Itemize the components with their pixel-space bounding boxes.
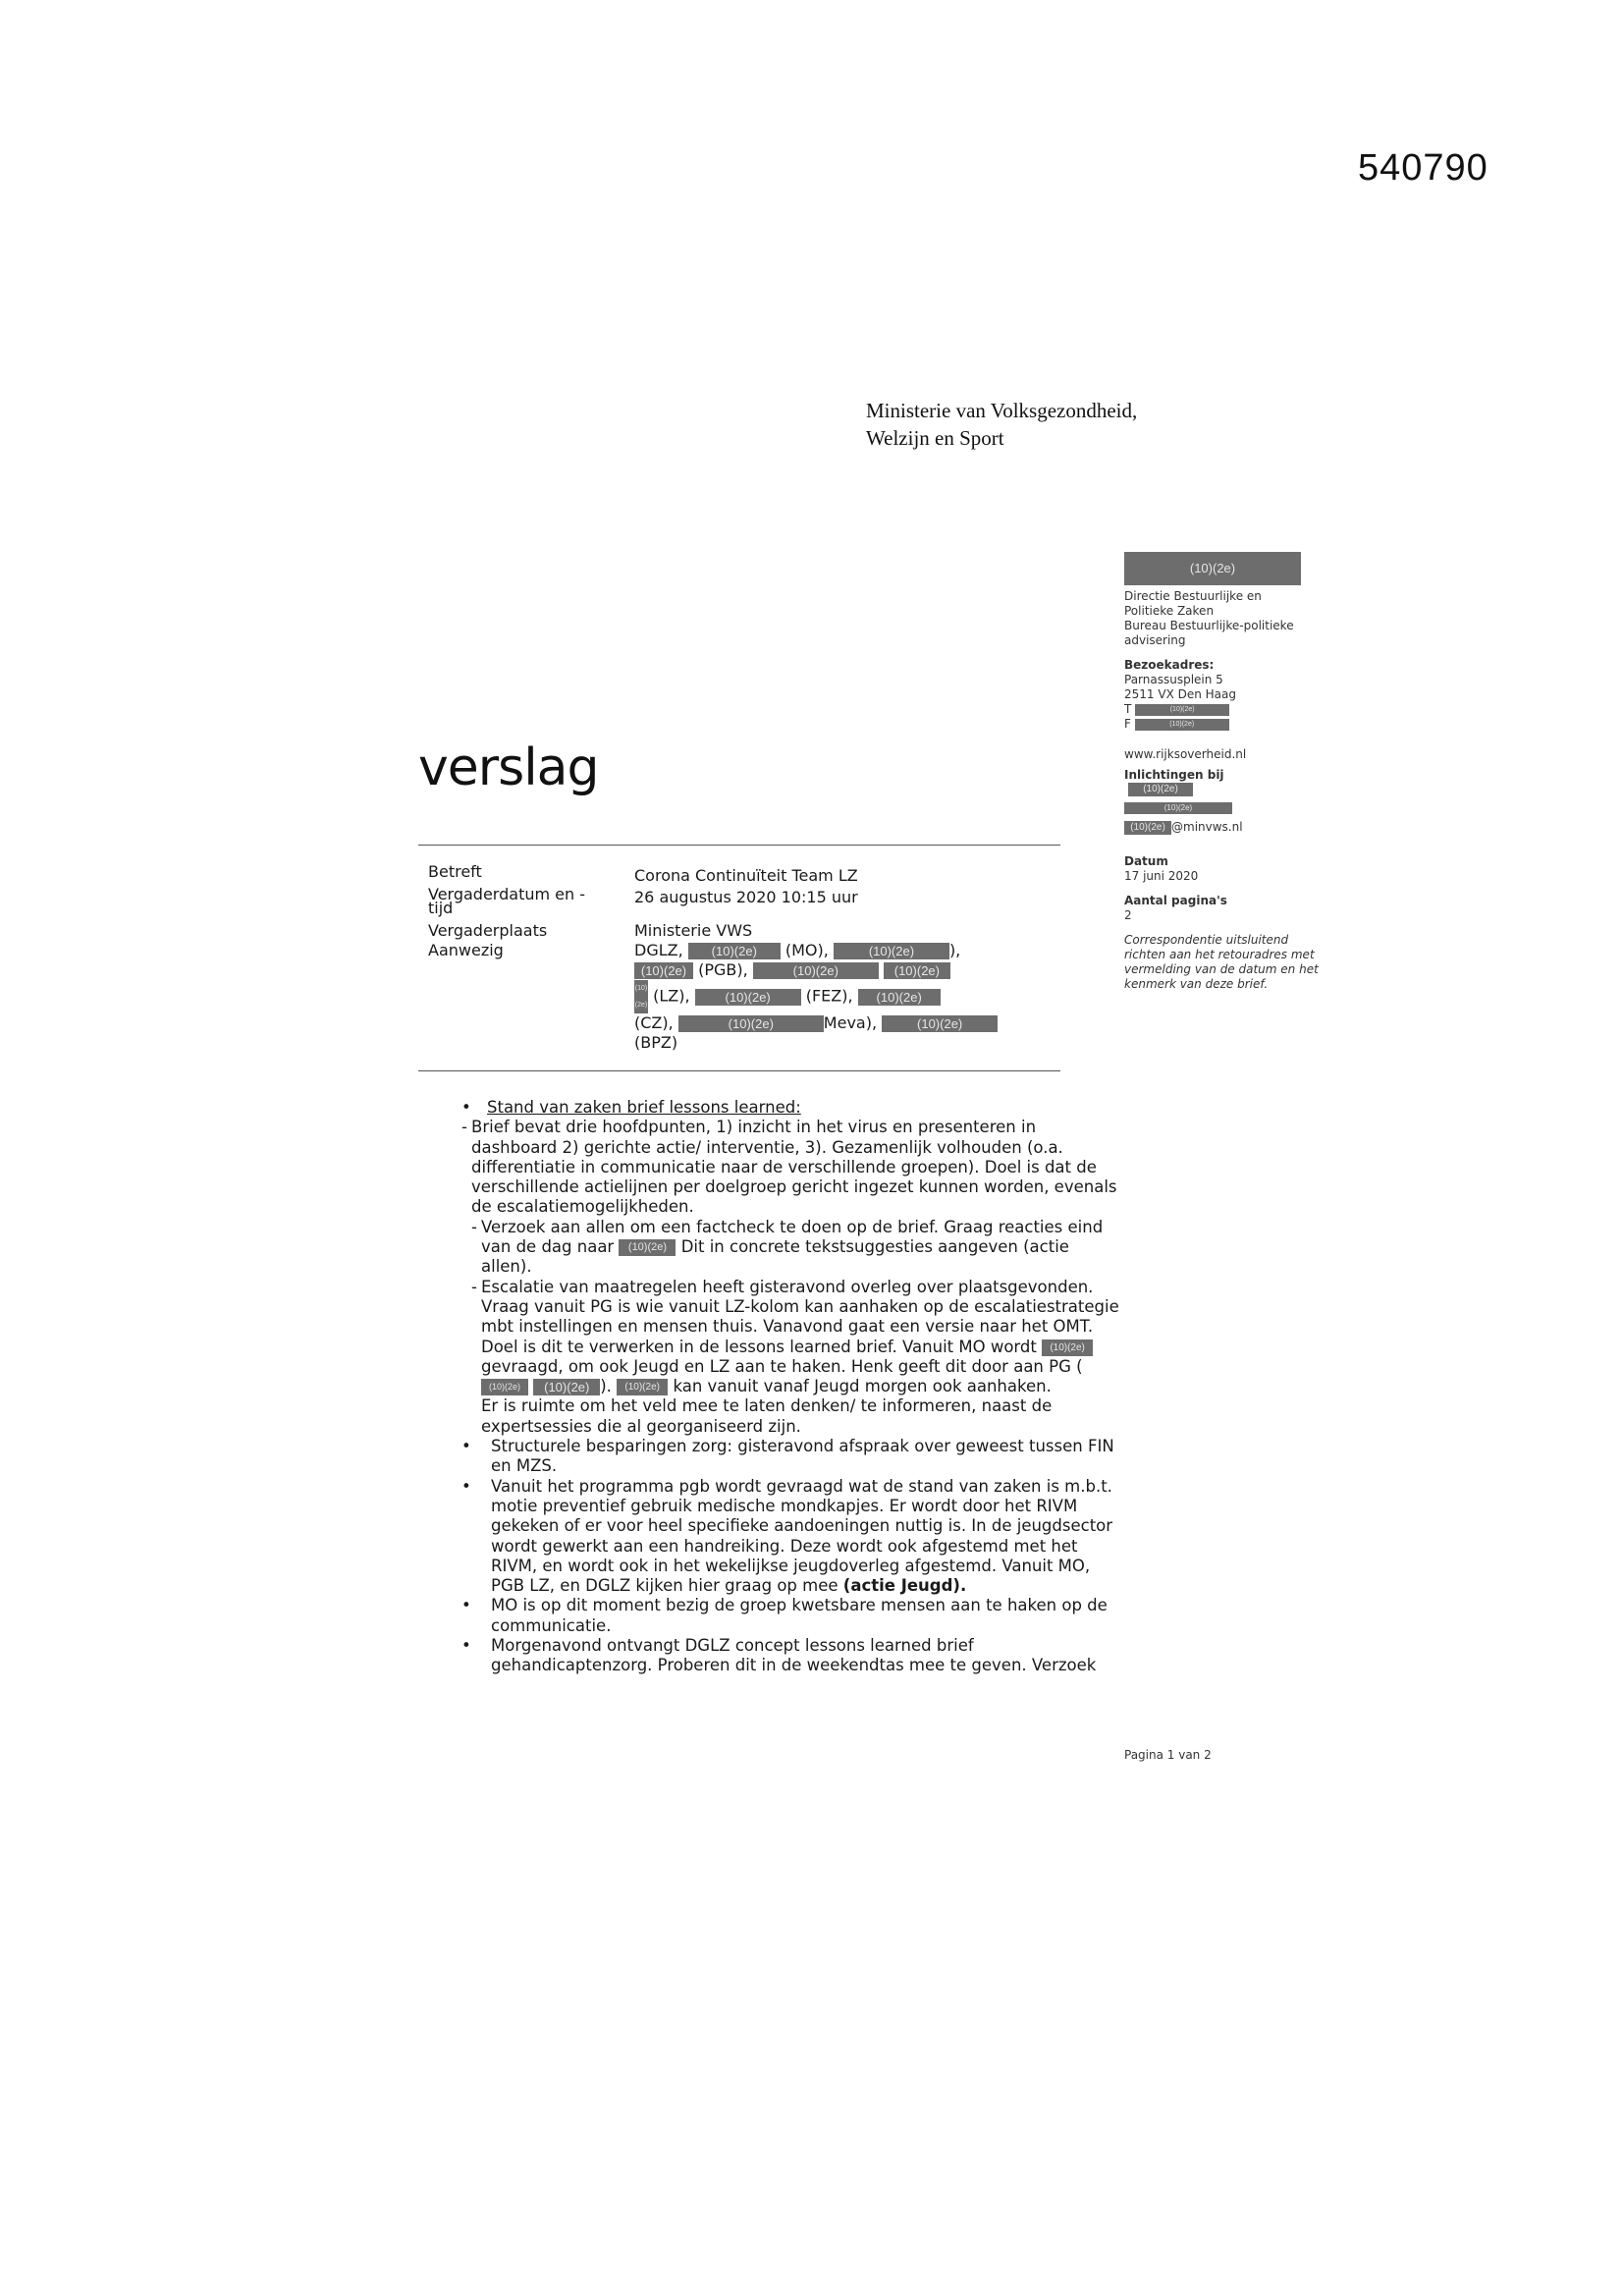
sidebar: [1124, 552, 1321, 992]
meta-label: Aanwezig: [428, 941, 504, 959]
present-text: (CZ),: [634, 1013, 674, 1032]
sub-item: [452, 1278, 1119, 1437]
present-text: (PGB),: [698, 960, 748, 979]
present-text: (FEZ),: [805, 986, 853, 1006]
redaction: (10)(2e): [634, 962, 693, 979]
phone-line: [1124, 702, 1321, 717]
fax-line: [1124, 717, 1321, 732]
present-text: (BPZ): [634, 1033, 678, 1052]
org-line-2: Politieke Zaken: [1124, 604, 1215, 618]
redaction: (10)(2e): [619, 1239, 676, 1256]
meta-divider: [418, 1070, 1060, 1071]
email-line: [1124, 820, 1321, 835]
minutes-body: [452, 1098, 1119, 1676]
header-divider: [418, 845, 1060, 846]
redaction-phone: (10)(2e): [1135, 704, 1229, 716]
redaction-fax: (10)(2e): [1135, 719, 1229, 731]
sub-item-text: Verzoek aan allen om een factcheck te doen op de brief. Graag reacties eind van de dag naar: [481, 1217, 1104, 1257]
phone-prefix: T: [1124, 702, 1132, 716]
org-line-3: Bureau Bestuurlijke-politieke: [1124, 619, 1294, 632]
meta-row-date: [428, 885, 1056, 921]
email-suffix: @minvws.nl: [1171, 820, 1243, 834]
redaction: (10)(2e): [858, 989, 941, 1006]
action-label: (actie Jeugd).: [842, 1576, 967, 1596]
meta-value: 26 augustus 2020 10:15 uur: [634, 888, 858, 906]
sub-item-text: Escalatie van maatregelen heeft gisteravond overleg over plaatsgevonden. Vraag vanuit PG is wie vanuit LZ-kolom kan aanhaken op de escalatiestrategie mbt instellingen en mensen thuis. Vanavond gaat een versie naar het OMT. Doel is dit te verwerken in de lessons learned brief. Vanuit MO wordt: [481, 1277, 1119, 1356]
redaction: (10)(2e): [678, 1015, 824, 1032]
meta-row-location: [428, 921, 1056, 941]
visit-address-heading: Bezoekadres:: [1124, 658, 1215, 672]
redaction: (10)(2e): [1042, 1339, 1093, 1356]
meta-value: Corona Continuïteit Team LZ: [634, 866, 858, 885]
ministry-line-1: Ministerie van Volksgezondheid,: [866, 399, 1138, 422]
meta-label: Vergaderdatum en - tijd: [428, 885, 585, 917]
redaction: (10)(2e): [695, 989, 801, 1006]
redaction: (10)(2e): [834, 943, 949, 959]
present-text: (MO),: [784, 941, 829, 959]
redaction-contact-2: (10)(2e): [1124, 802, 1232, 814]
meta-row-present: [428, 941, 1056, 1053]
date-heading: Datum: [1124, 854, 1168, 868]
ministry-line-2: Welzijn en Sport: [866, 426, 1004, 450]
address-line-2: 2511 VX Den Haag: [1124, 687, 1236, 701]
meta-label: Betreft: [428, 862, 482, 881]
present-text: (LZ),: [653, 986, 690, 1006]
sub-item-text: ).: [600, 1377, 612, 1396]
info-heading: Inlichtingen bij: [1124, 768, 1224, 782]
redaction: (10)(2e): [884, 962, 950, 979]
address-line-1: Parnassusplein 5: [1124, 673, 1223, 686]
present-text: DGLZ,: [634, 941, 683, 959]
agenda-item-title: Stand van zaken brief lessons learned:: [487, 1098, 801, 1117]
sub-item-text: kan vanuit vanaf Jeugd morgen ook aanhaken.: [673, 1377, 1052, 1396]
redaction: (10)(2e): [533, 1379, 600, 1395]
pages-value: 2: [1124, 908, 1132, 922]
meeting-meta: [428, 862, 1056, 1053]
agenda-item: • Structurele besparingen zorg: gisteravond afspraak over geweest tussen FIN en MZS.: [452, 1437, 1119, 1477]
redaction: (10)(2e): [688, 943, 781, 959]
agenda-item: • MO is op dit moment bezig de groep kwetsbare mensen aan te haken op de communicatie.: [452, 1596, 1119, 1636]
present-text: ),: [948, 941, 961, 959]
ministry-logo-text: [866, 397, 1137, 452]
correspondence-note: Correspondentie uitsluitend richten aan het retouradres met vermelding van de datum en het kenmerk van deze brief.: [1124, 933, 1319, 991]
redaction: (10)(2e): [753, 962, 879, 979]
org-line-4: advisering: [1124, 633, 1186, 647]
redaction: (10)(2e): [634, 980, 648, 1013]
website: www.rijksoverheid.nl: [1124, 747, 1247, 761]
date-value: 17 juni 2020: [1124, 869, 1199, 883]
redaction-header: (10)(2e): [1124, 552, 1301, 585]
fax-prefix: F: [1124, 717, 1131, 731]
meta-value: Ministerie VWS: [634, 921, 753, 940]
pages-heading: Aantal pagina's: [1124, 894, 1227, 907]
sub-item: [452, 1218, 1119, 1278]
redaction: (10)(2e): [481, 1379, 528, 1395]
redaction-email: (10)(2e): [1124, 821, 1171, 835]
present-list: [634, 941, 1056, 1053]
redaction-contact-name: (10)(2e): [1128, 783, 1193, 796]
document-title: verslag: [418, 738, 599, 797]
redaction: (10)(2e): [882, 1015, 998, 1032]
agenda-item: [452, 1477, 1119, 1597]
sub-item-text: gevraagd, om ook Jeugd en LZ aan te haken. Henk geeft dit door aan PG (: [481, 1356, 1083, 1376]
agenda-item: • Morgenavond ontvangt DGLZ concept lessons learned brief gehandicaptenzorg. Proberen dit in de weekendtas mee te geven. Verzoek: [452, 1636, 1119, 1676]
agenda-item: [452, 1098, 1119, 1437]
sub-item-text: Dit in concrete tekstsuggesties aangeven (actie allen).: [481, 1237, 1069, 1277]
sub-item: [442, 1118, 1119, 1217]
org-line-1: Directie Bestuurlijke en: [1124, 589, 1262, 603]
agenda-item-text: Vanuit het programma pgb wordt gevraagd wat de stand van zaken is m.b.t. motie preventief gebruik medische mondkapjes. Er wordt door het RIVM gekeken of er voor heel specifieke aandoeningen nuttig is. In de jeugdsector wordt gewerkt aan een handreiking. Deze wordt ook afgestemd met het RIVM, en wordt ook in het wekelijkse jeugdoverleg afgestemd. Vanuit MO, PGB LZ, en DGLZ kijken hier graag op mee: [491, 1476, 1113, 1596]
meta-label: Vergaderplaats: [428, 921, 548, 940]
present-text: Meva),: [823, 1013, 878, 1032]
document-number: 540790: [1358, 147, 1488, 189]
sub-item-text: Brief bevat drie hoofdpunten, 1) inzicht in het virus en presenteren in dashboard 2) gerichte actie/ interventie, 3). Gezamenlijk volhouden (o.a. differentiatie in communicatie naar de verschillende groepen). Doel is dat de verschillende actielijnen per doelgroep gericht ingezet kunnen worden, evenals de escalatiemogelijkheden.: [471, 1118, 1117, 1217]
sub-item-text: Er is ruimte om het veld mee te laten denken/ te informeren, naast de expertsessies die al georganiseerd zijn.: [481, 1396, 1053, 1436]
redaction: (10)(2e): [617, 1379, 668, 1395]
page-footer: Pagina 1 van 2: [1124, 1748, 1212, 1762]
